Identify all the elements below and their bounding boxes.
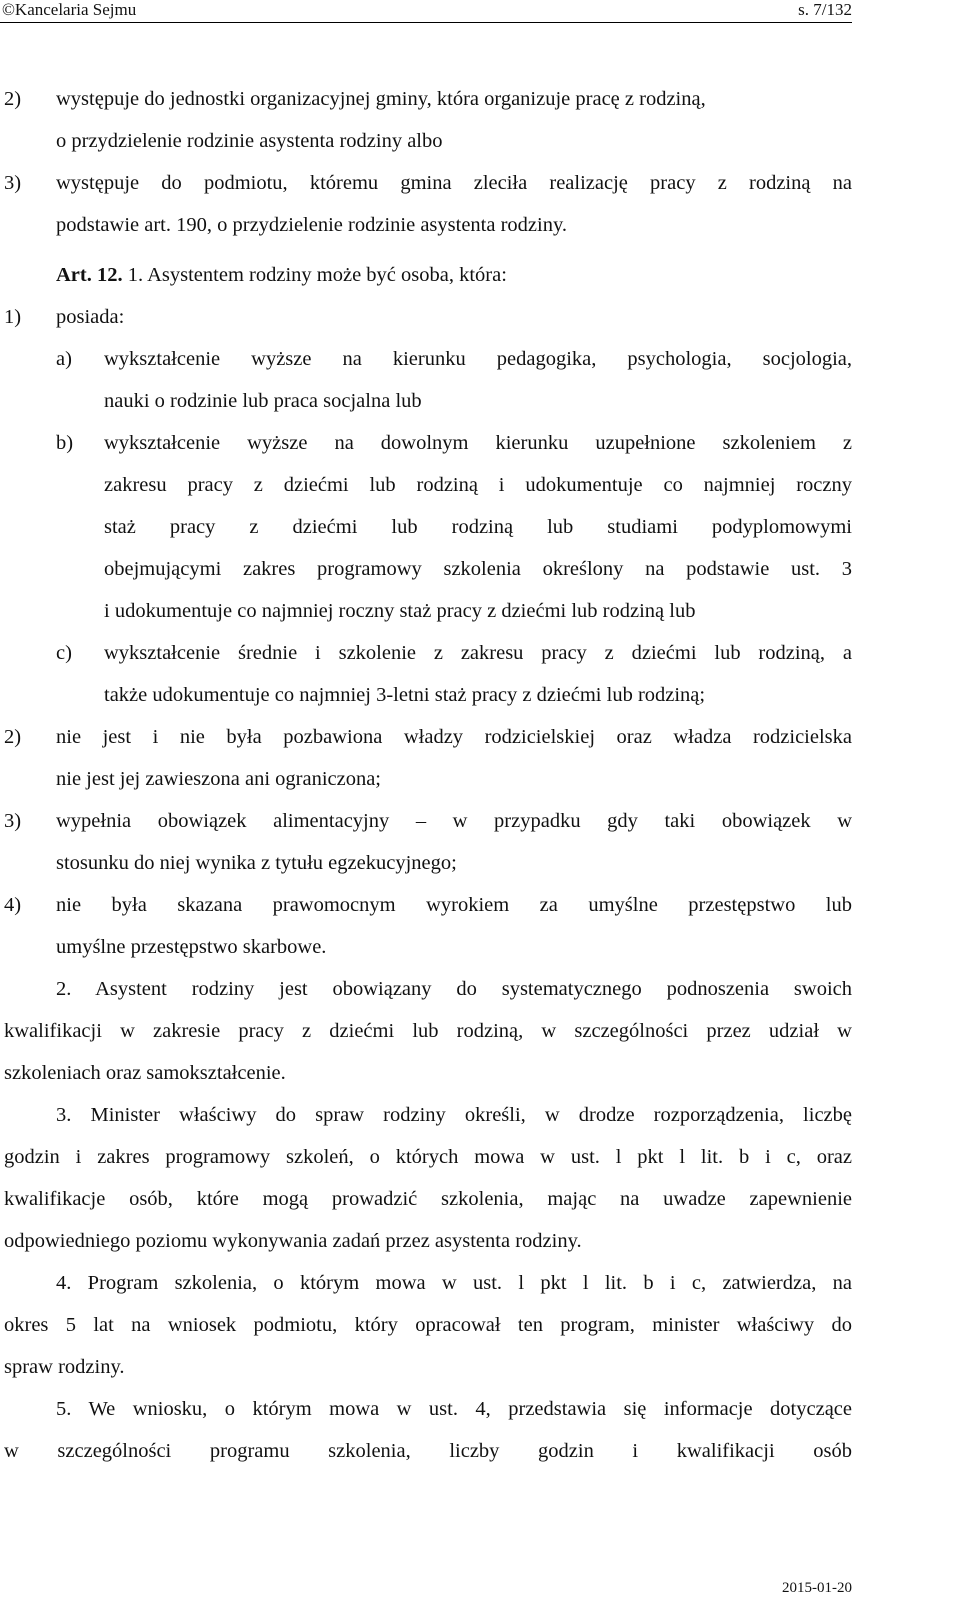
text-line (0, 1346, 852, 1388)
line-text: wykształcenie średnie i szkolenie z zakresu pracy z dziećmi lub rodziną, a (104, 642, 852, 664)
line-text: wypełnia obowiązek alimentacyjny – w przypadku gdy taki obowiązek w (56, 810, 852, 832)
text-line (0, 464, 852, 506)
line-text: występuje do jednostki organizacyjnej gminy, która organizuje pracę z rodziną, (56, 88, 706, 110)
line-text: występuje do podmiotu, któremu gmina zleciła realizację pracy z rodziną na (56, 172, 852, 194)
line-text: 4. Program szkolenia, o którym mowa w ust. l pkt l lit. b i c, zatwierdza, na (56, 1272, 852, 1294)
line-text: nauki o rodzinie lub praca socjalna lub (104, 390, 422, 412)
line-text: wykształcenie wyższe na kierunku pedagogika, psychologia, socjologia, (104, 348, 852, 370)
line-text: spraw rodziny. (4, 1356, 125, 1378)
text-line (0, 968, 852, 1010)
line-text: wykształcenie wyższe na dowolnym kierunku uzupełnione szkoleniem z (104, 432, 852, 454)
line-text: 1. Asystentem rodziny może być osoba, która: (122, 264, 507, 286)
footer-date: 2015-01-20 (782, 1580, 852, 1596)
line-text: obejmującymi zakres programowy szkolenia określony na podstawie ust. 3 (104, 558, 852, 580)
line-text: kwalifikacji w zakresie pracy z dziećmi lub rodziną, w szczególności przez udział w (4, 1020, 852, 1042)
text-line (0, 296, 852, 338)
line-text: okres 5 lat na wniosek podmiotu, który opracował ten program, minister właściwy do (4, 1314, 852, 1336)
line-text: nie jest jej zawieszona ani ograniczona; (56, 768, 382, 790)
legal-text-body (0, 78, 852, 1472)
text-line (0, 1262, 852, 1304)
text-line (0, 1388, 852, 1430)
text-line (0, 254, 852, 296)
text-line (0, 1304, 852, 1346)
line-text: odpowiedniego poziomu wykonywania zadań przez asystenta rodziny. (4, 1230, 582, 1252)
text-line (0, 422, 852, 464)
text-line (0, 120, 852, 162)
line-text: podstawie art. 190, o przydzielenie rodzinie asystenta rodziny. (56, 214, 567, 236)
item-label: 4) (4, 894, 22, 916)
text-line (0, 78, 852, 120)
page-header (0, 0, 852, 24)
line-text: 5. We wniosku, o którym mowa w ust. 4, przedstawia się informacje dotyczące (56, 1398, 852, 1420)
text-line (0, 338, 852, 380)
line-text: także udokumentuje co najmniej 3-letni staż pracy z dziećmi lub rodziną; (104, 684, 706, 706)
line-text: zakresu pracy z dziećmi lub rodziną i udokumentuje co najmniej roczny (104, 474, 852, 496)
line-text: o przydzielenie rodzinie asystenta rodziny albo (56, 130, 443, 152)
text-line (0, 204, 852, 246)
line-text: szkoleniach oraz samokształcenie. (4, 1062, 286, 1084)
text-line (0, 842, 852, 884)
item-label: 2) (4, 88, 22, 110)
text-line (0, 926, 852, 968)
item-label: a) (56, 348, 72, 370)
text-line (0, 506, 852, 548)
header-copyright: ©Kancelaria Sejmu (2, 0, 137, 19)
text-line (0, 884, 852, 926)
line-text: staż pracy z dziećmi lub rodziną lub studiami podyplomowymi (104, 516, 852, 538)
text-line (0, 758, 852, 800)
article-number: Art. 12. (56, 264, 123, 286)
text-line (0, 1220, 852, 1262)
text-line (0, 162, 852, 204)
text-line (0, 1430, 852, 1472)
text-line (0, 1178, 852, 1220)
text-line (0, 716, 852, 758)
header-page-number: s. 7/132 (798, 0, 852, 19)
text-line (0, 380, 852, 422)
header-rule (0, 22, 852, 23)
item-label: 3) (4, 810, 22, 832)
item-label: b) (56, 432, 74, 454)
item-label: 2) (4, 726, 22, 748)
item-label: 3) (4, 172, 22, 194)
line-text: nie była skazana prawomocnym wyrokiem za umyślne przestępstwo lub (56, 894, 852, 916)
text-line (0, 1136, 852, 1178)
text-line (0, 1010, 852, 1052)
line-text: godzin i zakres programowy szkoleń, o których mowa w ust. l pkt l lit. b i c, oraz (4, 1146, 852, 1168)
text-line (0, 632, 852, 674)
line-text: w szczególności programu szkolenia, liczby godzin i kwalifikacji osób (4, 1440, 852, 1462)
text-line (0, 548, 852, 590)
line-text: kwalifikacje osób, które mogą prowadzić szkolenia, mając na uwadze zapewnienie (4, 1188, 852, 1210)
line-text: 2. Asystent rodziny jest obowiązany do systematycznego podnoszenia swoich (56, 978, 852, 1000)
text-line (0, 1094, 852, 1136)
text-line (0, 674, 852, 716)
line-text: 3. Minister właściwy do spraw rodziny określi, w drodze rozporządzenia, liczbę (56, 1104, 852, 1126)
text-line (0, 590, 852, 632)
item-label: 1) (4, 306, 22, 328)
item-label: c) (56, 642, 72, 664)
line-text: stosunku do niej wynika z tytułu egzekucyjnego; (56, 852, 457, 874)
line-text: umyślne przestępstwo skarbowe. (56, 936, 327, 958)
text-line (0, 1052, 852, 1094)
line-text: nie jest i nie była pozbawiona władzy rodzicielskiej oraz władza rodzicielska (56, 726, 852, 748)
text-line (0, 800, 852, 842)
line-text: i udokumentuje co najmniej roczny staż pracy z dziećmi lub rodziną lub (104, 600, 696, 622)
line-text: posiada: (56, 306, 125, 328)
